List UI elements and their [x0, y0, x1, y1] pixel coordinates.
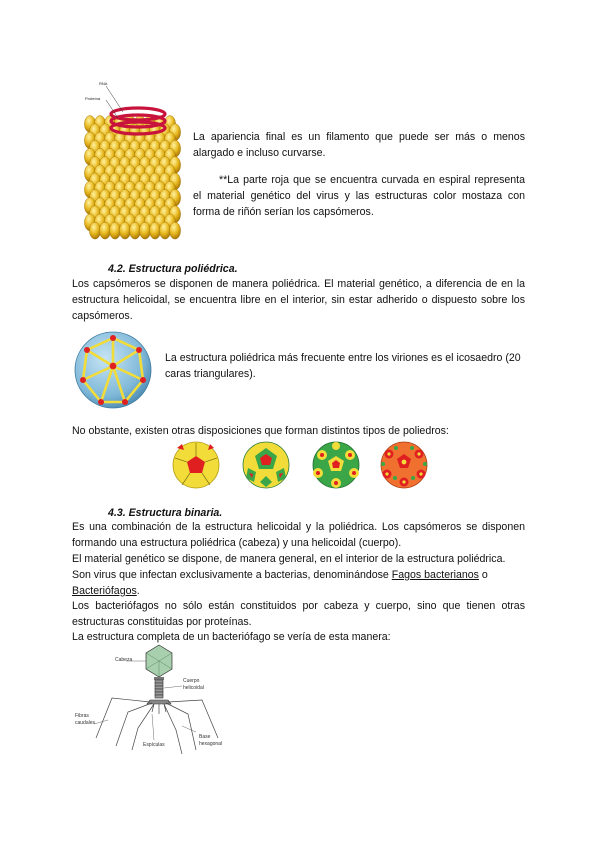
- capsomere: [139, 222, 150, 239]
- helical-paragraph-2: **La parte roja que se encuentra curvada en espiral representa el material genético del virus y las estructuras color mostaza con forma de riñón serían los capsómeros.: [193, 174, 525, 218]
- binary-paragraph-1: Es una combinación de la estructura helicoidal y la poliédrica. Los capsómeros se disponen formando una estructura poliédrica (cabeza) y una helicoidal (cuerpo).: [72, 521, 525, 549]
- polyhedra-row: [172, 440, 438, 490]
- phage-head-label: Cabeza: [115, 657, 133, 663]
- rna-label: RNA: [99, 81, 108, 86]
- helical-paragraph-1: La apariencia final es un filamento que puede ser más o menos alargado e incluso curvarse.: [193, 131, 525, 159]
- bacteriofagos-link[interactable]: Bacteriófagos: [72, 584, 137, 597]
- binary-paragraph-2: El material genético se dispone, de manera general, en el interior de la estructura poliédrica.: [72, 553, 506, 565]
- fagos-bacterianos-link[interactable]: Fagos bacterianos: [391, 569, 479, 581]
- polyhedron-green-yellow: [313, 442, 359, 488]
- icosahedron-figure: [73, 330, 153, 410]
- polyhedron-green-red: [243, 442, 289, 488]
- other-polyhedra-text: No obstante, existen otras disposiciones que forman distintos tipos de poliedros:: [72, 425, 449, 437]
- capsomere: [129, 222, 140, 239]
- binary-heading: 4.3. Estructura binaria.: [108, 507, 223, 519]
- capsomere: [89, 222, 100, 239]
- capsomere: [99, 222, 110, 239]
- polyhedral-intro: Los capsómeros se disponen de manera poliédrica. El material genético, a diferencia de en la estructura helicoidal, se encuentra libre en el interior, sin estar adherido o dispuesto sobre los capsómeros.: [72, 278, 525, 322]
- capsomere: [119, 222, 130, 239]
- bacteriophage-figure: [72, 642, 242, 772]
- binary-paragraph-4: Los bacteriófagos no sólo están constituidos por cabeza y cuerpo, sino que tienen otras estructuras constituidas por proteínas.: [72, 600, 525, 628]
- phage-base-label-1: Base: [199, 734, 211, 740]
- phage-helical-tail: [155, 680, 163, 698]
- phage-base-label-2: hexagonal: [199, 741, 223, 747]
- rna-leader-line: [106, 86, 123, 112]
- phage-spikes-label: Espículas: [143, 742, 165, 748]
- polyhedron-orange: [381, 442, 427, 488]
- capsomere: [169, 222, 180, 239]
- icosahedron-text: La estructura poliédrica más frecuente entre los viriones es el icosaedro (20 caras triangulares).: [165, 352, 521, 380]
- binary-paragraph-3: [72, 568, 525, 600]
- phage-fibers-label-1: Fibras: [75, 713, 89, 719]
- protein-label: Proteína: [85, 96, 101, 101]
- binary-paragraph-5: La estructura completa de un bacteriófago se vería de esta manera:: [72, 631, 391, 643]
- capsomere: [159, 222, 170, 239]
- capsomere: [149, 222, 160, 239]
- binary-p3-text: Son virus que infectan exclusivamente a bacterias, denominándose: [72, 569, 392, 581]
- phage-body-label-2: helicoidal: [183, 685, 204, 691]
- polyhedron-yellow: [173, 442, 219, 488]
- binary-p3-period: .: [136, 584, 140, 597]
- phage-fibers-label-2: caudales: [75, 720, 96, 726]
- polyhedral-heading: 4.2. Estructura poliédrica.: [108, 263, 238, 275]
- capsomere: [109, 222, 120, 239]
- helical-virus-figure: [78, 76, 190, 244]
- binary-p3-connector: o: [478, 569, 488, 581]
- phage-body-label-1: Cuerpo: [183, 678, 200, 684]
